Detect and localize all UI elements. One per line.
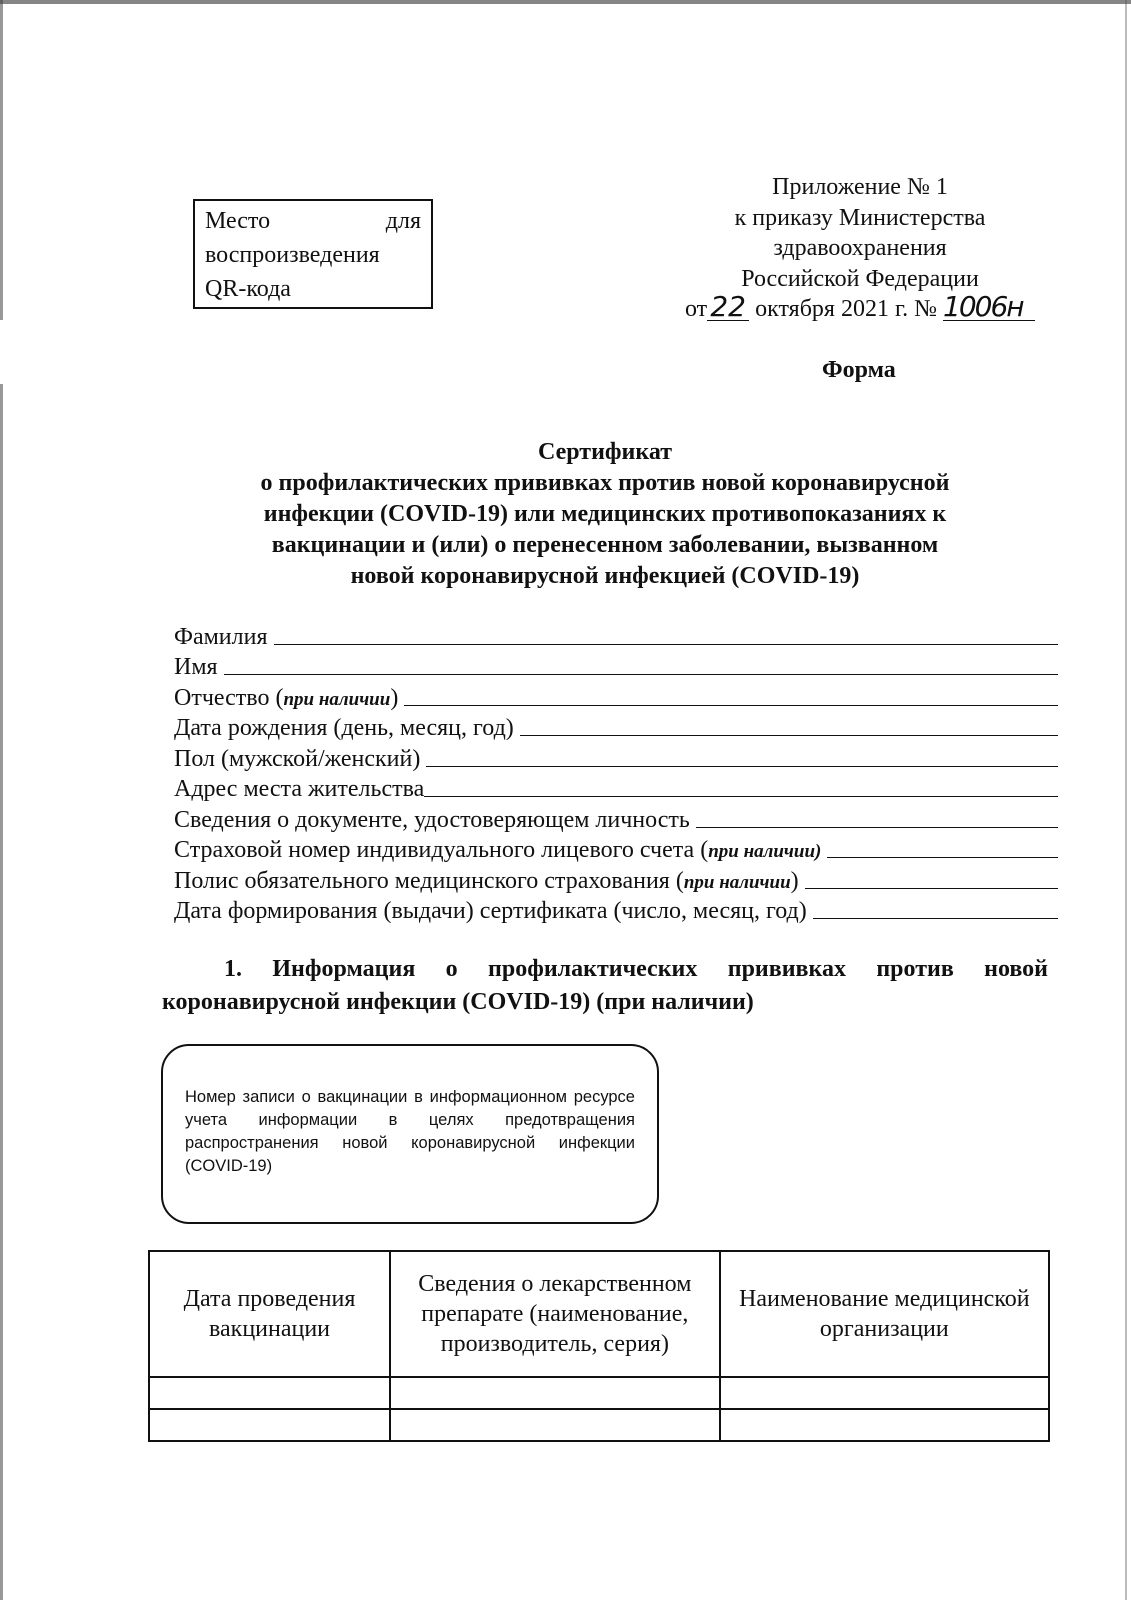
section-number: 1. <box>224 956 242 982</box>
form-label: Форма <box>822 357 896 383</box>
appendix-line: Приложение № 1 <box>772 174 948 200</box>
section-1-heading <box>162 953 1048 1019</box>
field-note: при наличии <box>283 688 391 710</box>
field-label: Сведения о документе, удостоверяющем личность <box>174 806 690 833</box>
record-box-text: Номер записи о вакцинации в информационном ресурсе учета информации в целях предотвращения распространения новой коронавирусной инфекции (COVID-19) <box>185 1088 635 1175</box>
section-text: Информация о профилактических прививках против новой коронавирусной инфекции (COVID-19) (при наличии) <box>162 956 1049 1015</box>
field-oms-policy <box>174 864 1058 895</box>
field-blank-line[interactable] <box>827 856 1058 858</box>
appendix-header <box>660 172 1060 325</box>
field-note: при наличии <box>683 871 791 893</box>
field-label: Полис обязательного медицинского страхования (при наличии) <box>174 867 799 894</box>
title-line: инфекции (COVID-19) или медицинских противопоказаниях к <box>263 501 947 527</box>
field-blank-line[interactable] <box>424 795 1058 797</box>
field-name <box>174 651 1058 682</box>
scan-edge-top <box>0 0 1131 4</box>
date-middle: октября 2021 г. № <box>755 296 937 322</box>
appendix-line: Российской Федерации <box>741 265 979 292</box>
field-patronymic <box>174 681 1058 712</box>
handwritten-day: 22 <box>707 294 749 321</box>
table-cell[interactable] <box>720 1409 1049 1441</box>
table-cell[interactable] <box>390 1409 720 1441</box>
field-label: Адрес места жительства <box>174 776 425 802</box>
table-row <box>149 1377 1049 1409</box>
field-address <box>174 773 1058 804</box>
title-line: о профилактических прививках против новой коронавирусной <box>260 470 950 496</box>
scan-edge-right <box>1125 0 1127 1600</box>
qr-code-placeholder-box <box>193 199 433 309</box>
table-header-row <box>149 1251 1049 1377</box>
column-header-drug-info: Сведения о лекарственном препарате (наименование, производитель, серия) <box>390 1251 720 1377</box>
field-label: Отчество (при наличии) <box>174 684 399 711</box>
table-cell[interactable] <box>720 1377 1049 1409</box>
column-header-vaccination-date: Дата проведения вакцинации <box>149 1251 390 1377</box>
qr-box-text: Место <box>205 208 271 234</box>
field-id-document <box>174 803 1058 834</box>
field-label: Дата формирования (выдачи) сертификата (число, месяц, год) <box>174 898 807 924</box>
field-blank-line[interactable] <box>696 826 1058 828</box>
field-label: Фамилия <box>174 623 268 650</box>
field-label: Дата рождения (день, месяц, год) <box>174 715 514 741</box>
column-header-medical-organization: Наименование медицинской организации <box>720 1251 1049 1377</box>
field-blank-line[interactable] <box>520 734 1058 736</box>
field-surname <box>174 620 1058 651</box>
order-date-line <box>660 290 1060 325</box>
vaccination-record-number-box <box>161 1044 659 1224</box>
field-label: Имя <box>174 654 218 680</box>
appendix-line: здравоохранения <box>773 235 947 261</box>
title-line: новой коронавирусной инфекцией (COVID-19) <box>350 563 860 589</box>
appendix-line: к приказу Министерства <box>734 204 986 231</box>
field-blank-line[interactable] <box>224 673 1058 675</box>
scan-edge-left <box>0 0 3 1600</box>
field-blank-line[interactable] <box>274 643 1058 645</box>
field-blank-line[interactable] <box>404 704 1058 706</box>
field-issue-date <box>174 895 1058 926</box>
table-cell[interactable] <box>390 1377 720 1409</box>
table-cell[interactable] <box>149 1377 390 1409</box>
table-cell[interactable] <box>149 1409 390 1441</box>
field-label: Пол (мужской/женский) <box>174 745 421 772</box>
qr-box-text: для <box>385 208 421 234</box>
qr-box-text: QR-кода <box>205 276 291 302</box>
field-blank-line[interactable] <box>813 917 1058 919</box>
field-blank-line[interactable] <box>426 765 1058 767</box>
title-heading: Сертификат <box>538 439 672 465</box>
field-label: Страховой номер индивидуального лицевого счета (при наличии) <box>174 837 822 863</box>
field-sex <box>174 742 1058 773</box>
field-birth-date <box>174 712 1058 743</box>
field-snils <box>174 834 1058 865</box>
vaccination-table <box>148 1250 1050 1442</box>
table-row <box>149 1409 1049 1441</box>
personal-data-fields <box>174 620 1058 925</box>
title-line: вакцинации и (или) о перенесенном заболевании, вызванном <box>271 532 939 558</box>
handwritten-order-number: 1006н <box>943 294 1035 321</box>
field-note: при наличии) <box>708 841 822 862</box>
certificate-title <box>165 437 1045 592</box>
field-blank-line[interactable] <box>805 887 1058 889</box>
date-prefix: от <box>684 296 708 322</box>
qr-box-text: воспроизведения <box>205 242 380 268</box>
